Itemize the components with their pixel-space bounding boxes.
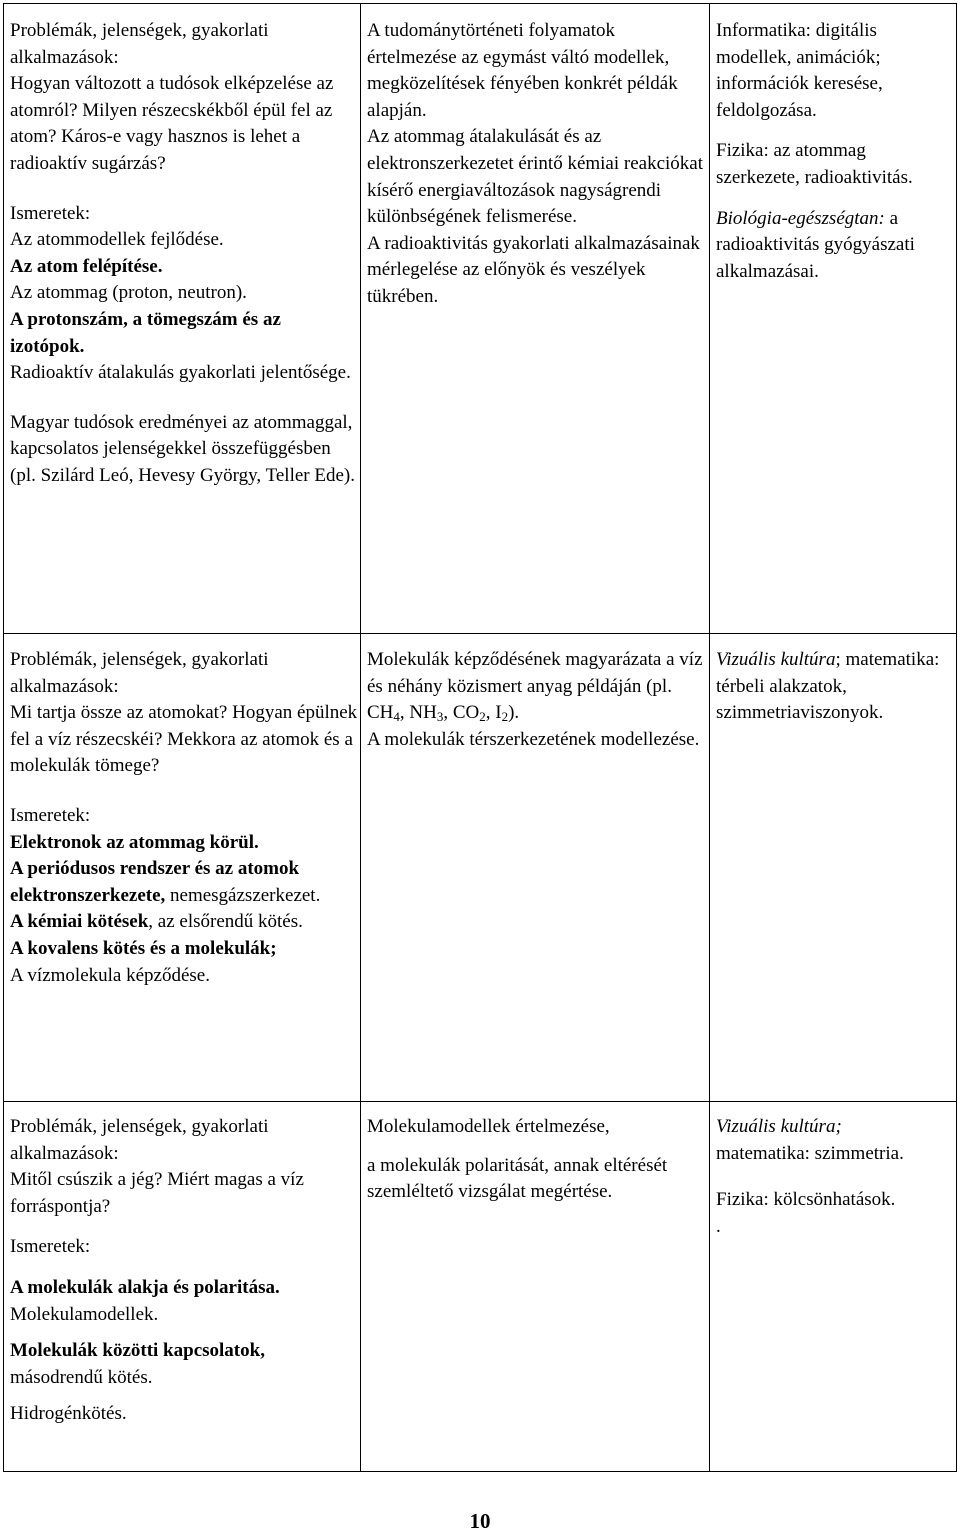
page-number: 10 bbox=[469, 1509, 491, 1533]
row-divider bbox=[4, 633, 956, 634]
development-text: Molekulamodellek értelmezése, bbox=[367, 1116, 610, 1137]
row2-connections-cell bbox=[710, 647, 956, 727]
knowledge-item: A kémiai kötések, az elsőrendű kötés. bbox=[10, 911, 303, 933]
problems-label: Problémák, jelenségek, gyakorlati alkalmazások: bbox=[10, 1116, 269, 1164]
knowledge-item: Hidrogénkötés. bbox=[10, 1403, 127, 1425]
problems-label: Problémák, jelenségek, gyakorlati alkalmazások: bbox=[10, 649, 269, 697]
connection-text: Vizuális kultúra; matematika: szimmetria. bbox=[716, 1116, 904, 1164]
knowledge-item: Molekulamodellek. bbox=[10, 1303, 159, 1325]
knowledge-item: Az atommag (proton, neutron). bbox=[10, 282, 247, 304]
row1-connections-cell bbox=[710, 18, 956, 285]
development-text: Molekulák képződésének magyarázata a víz és néhány közismert anyag példáján (pl. $CH_4$, $NH_3$, $CO_2$, $I_2$). bbox=[367, 649, 703, 725]
row-divider bbox=[4, 1101, 956, 1102]
connection-text: Fizika: az atommag szerkezete, radioaktivitás. bbox=[716, 140, 913, 188]
knowledge-item: Elektronok az atommag körül. bbox=[10, 831, 259, 853]
knowledge-item: másodrendű kötés. bbox=[10, 1366, 153, 1388]
knowledge-item: A vízmolekula képződése. bbox=[10, 964, 210, 986]
curriculum-table bbox=[3, 3, 957, 1472]
row2-development-cell bbox=[361, 647, 709, 753]
row1-topics-cell bbox=[4, 18, 360, 490]
row3-development-cell bbox=[361, 1114, 709, 1206]
problems-text: Mi tartja össze az atomokat? Hogyan épülnek fel a víz részecskéi? Mekkora az atomok és a molekulák tömege? bbox=[10, 702, 358, 777]
knowledge-item: Az atommodellek fejlődése. bbox=[10, 229, 224, 251]
knowledge-label: Ismeretek: bbox=[10, 804, 91, 826]
knowledge-item: A molekulák alakja és polaritása. bbox=[10, 1276, 280, 1298]
knowledge-item: A periódusos rendszer és az atomok elektronszerkezete, nemesgázszerkezet. bbox=[10, 858, 321, 906]
knowledge-item: Radioaktív átalakulás gyakorlati jelentősége. bbox=[10, 362, 351, 384]
knowledge-item: A protonszám, a tömegszám és az izotópok. bbox=[10, 308, 281, 357]
connection-text: Biológia-egészségtan: a radioaktivitás gyógyászati alkalmazásai. bbox=[716, 207, 915, 282]
connection-text: . bbox=[716, 1215, 721, 1237]
connection-text: Fizika: kölcsönhatások. bbox=[716, 1189, 896, 1211]
development-text: Az atommag átalakulását és az elektronszerkezetet érintő kémiai reakciókat kísérő energiaváltozások nagyságrendi különbségének felismerése. bbox=[367, 126, 704, 228]
row2-topics-cell bbox=[4, 647, 360, 989]
problems-text: Hogyan változott a tudósok elképzelése az atomról? Milyen részecskékből épül fel az atom? Káros-e vagy hasznos is lehet a radioaktív sugárzás? bbox=[10, 73, 334, 174]
hungarian-scientists: Magyar tudósok eredményei az atommaggal, kapcsolatos jelenségekkel összefüggésben (pl. Szilárd Leó, Hevesy György, Teller Ede). bbox=[10, 411, 355, 486]
knowledge-item: A kovalens kötés és a molekulák; bbox=[10, 937, 277, 959]
row1-development-cell bbox=[361, 18, 709, 311]
development-text: A radioaktivitás gyakorlati alkalmazásainak mérlegelése az előnyök és veszélyek tükrében. bbox=[367, 232, 700, 307]
row3-topics-cell bbox=[4, 1114, 360, 1428]
development-text: A molekulák térszerkezetének modellezése. bbox=[367, 728, 700, 750]
development-text: a molekulák polaritását, annak eltérését szemléltető vizsgálat megértése. bbox=[367, 1154, 668, 1203]
knowledge-label: Ismeretek: bbox=[10, 202, 91, 224]
knowledge-item: Az atom felépítése. bbox=[10, 255, 163, 277]
problems-text: Mitől csúszik a jég? Miért magas a víz forráspontja? bbox=[10, 1169, 304, 1217]
problems-label: Problémák, jelenségek, gyakorlati alkalmazások: bbox=[10, 20, 269, 68]
knowledge-label: Ismeretek: bbox=[10, 1236, 91, 1258]
connection-text: Informatika: digitális modellek, animációk; információk keresése, feldolgozása. bbox=[716, 20, 883, 121]
row3-connections-cell bbox=[710, 1114, 956, 1240]
connection-text: Vizuális kultúra; matematika: térbeli alakzatok, szimmetriaviszonyok. bbox=[716, 649, 940, 724]
development-text: A tudománytörténeti folyamatok értelmezése az egymást váltó modellek, megközelítések fényében konkrét példák alapján. bbox=[367, 20, 678, 121]
knowledge-item: Molekulák közötti kapcsolatok, bbox=[10, 1340, 265, 1362]
